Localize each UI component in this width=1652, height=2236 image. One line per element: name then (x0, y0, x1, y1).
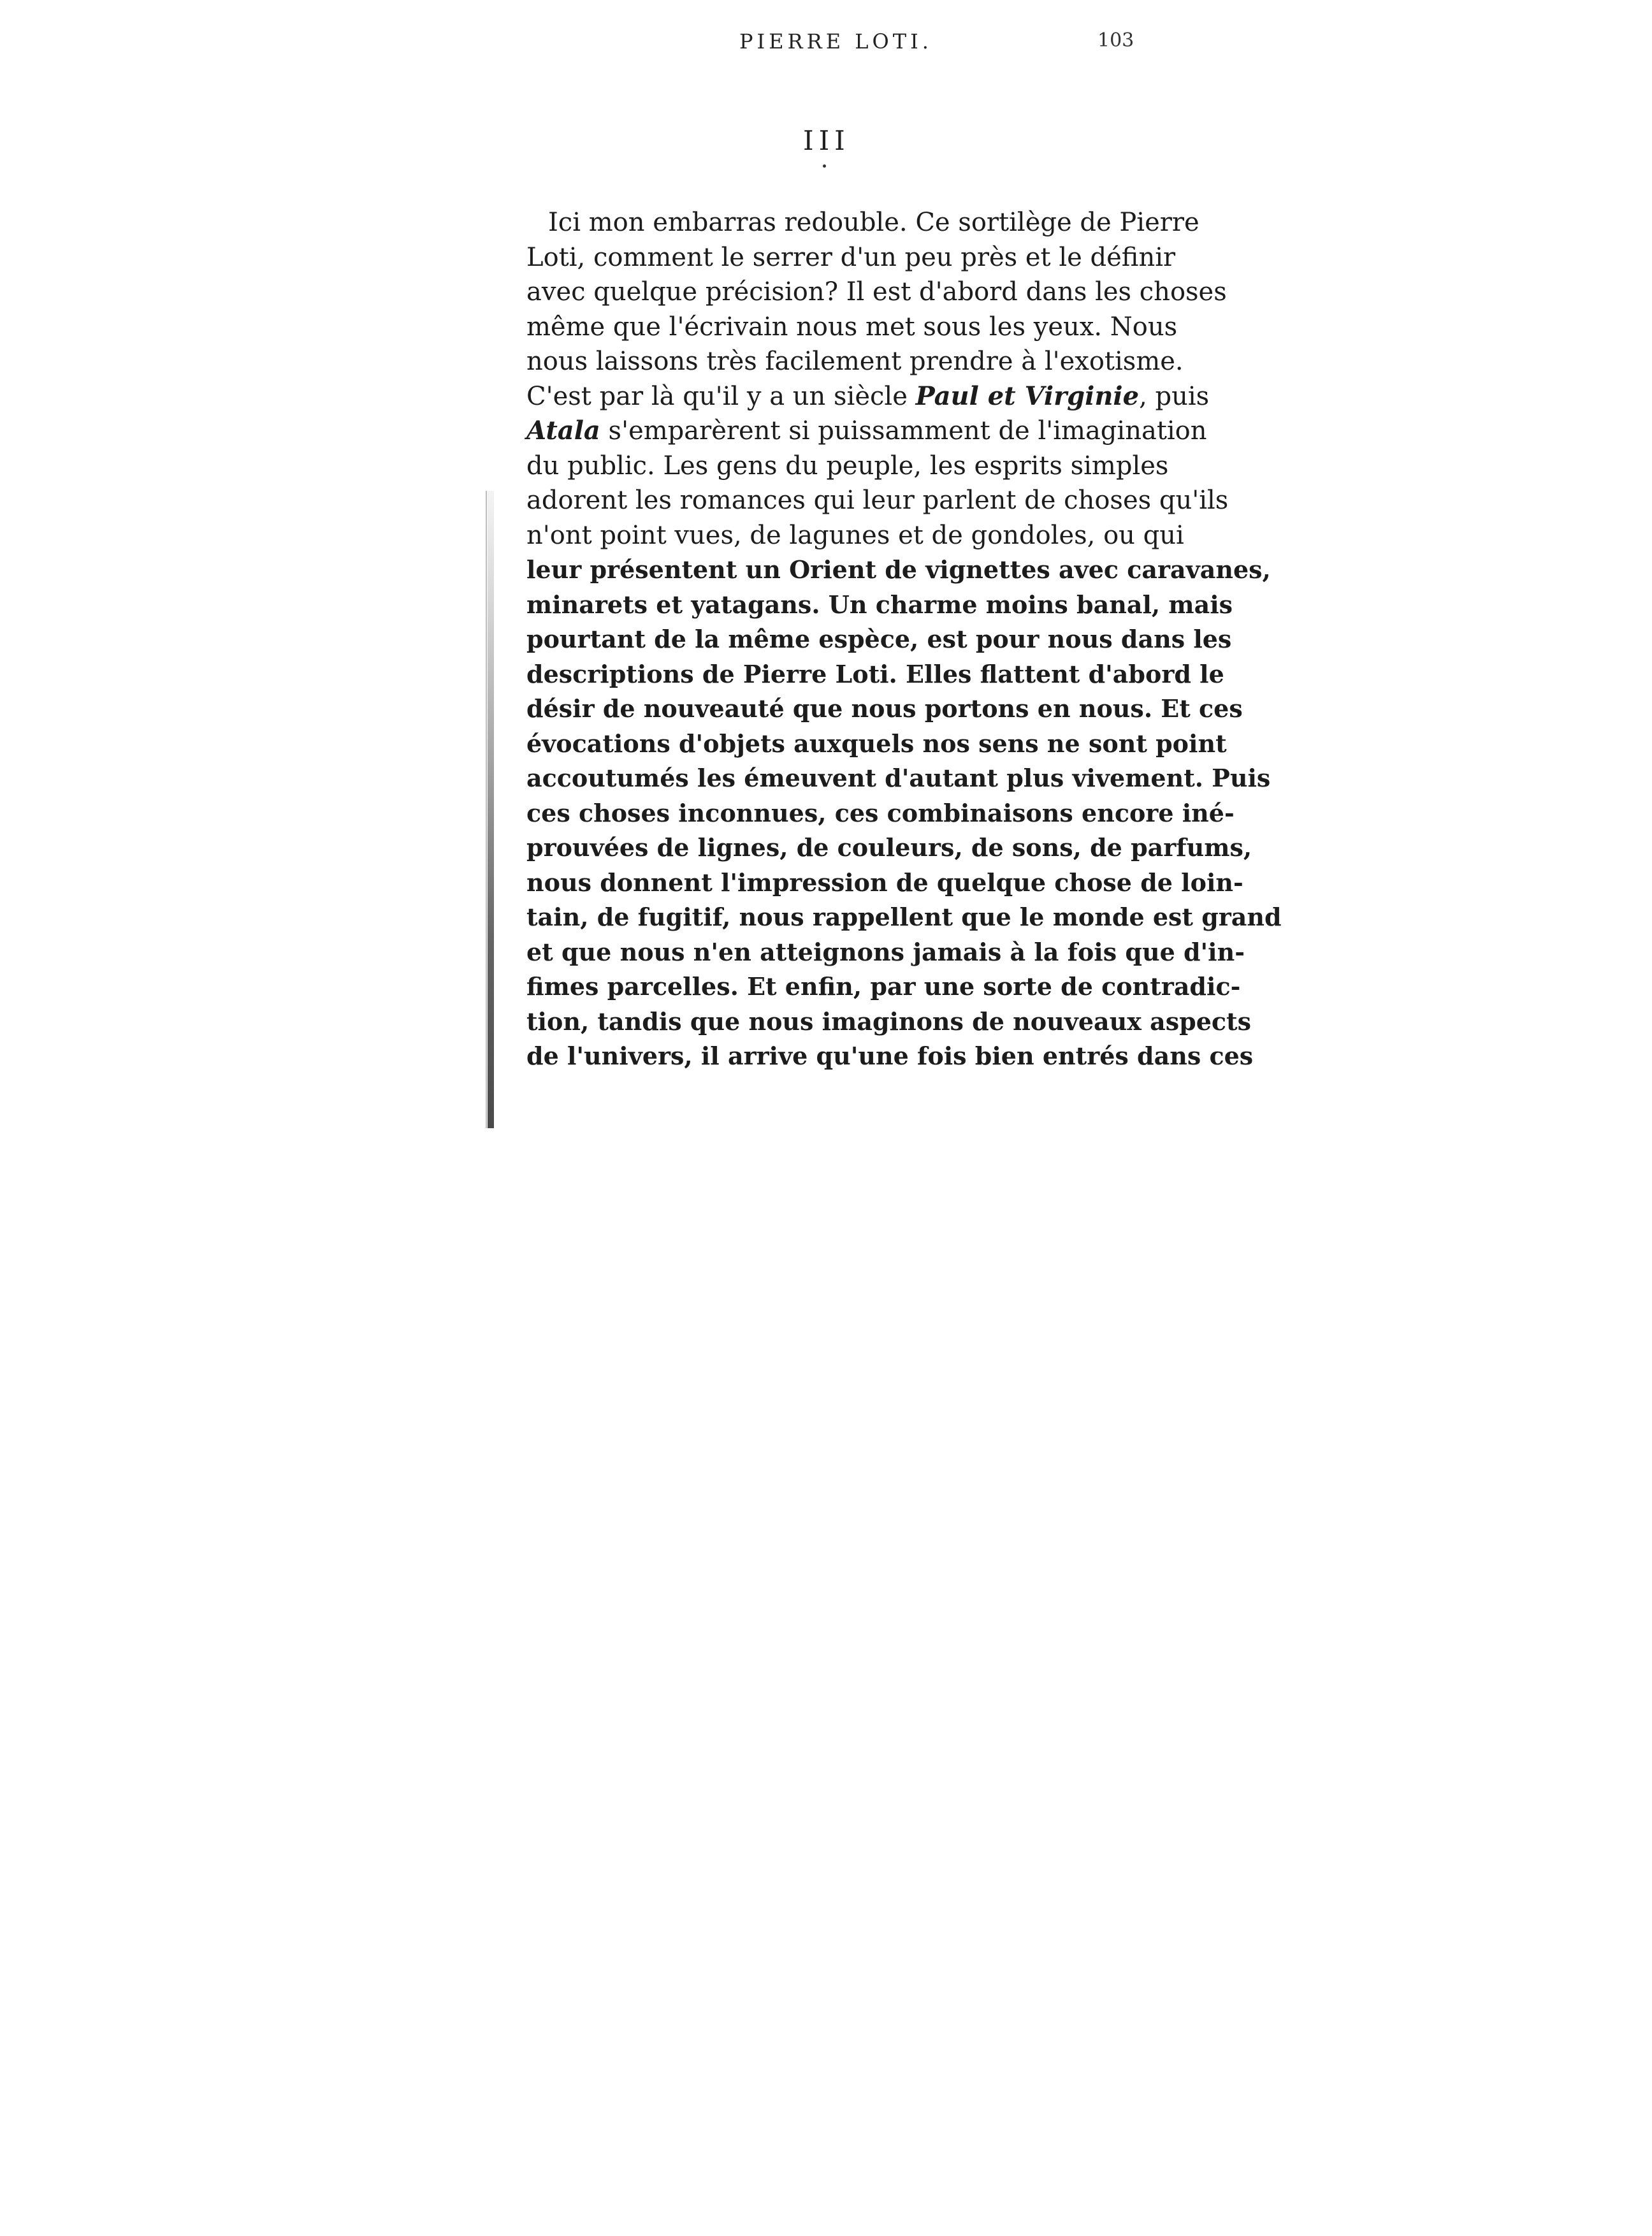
text-line: Ici mon embarras redouble. Ce sortilège de Pierre (548, 208, 1199, 237)
scan-margin-shadow-line (486, 491, 487, 1128)
text-line: avec quelque précision? Il est d'abord dans les choses (526, 277, 1227, 307)
text-line: nous donnent l'impression de quelque chose de loin- (526, 868, 1243, 897)
text-line: ces choses inconnues, ces combinaisons encore iné- (526, 798, 1235, 827)
text-line: désir de nouveauté que nous portons en nous. Et ces (526, 694, 1243, 723)
text-line: et que nous n'en atteignons jamais à la fois que d'in- (526, 937, 1245, 966)
text-line-start: C'est par là qu'il y a un siècle (526, 381, 908, 411)
heading-ornament-dot (823, 164, 826, 168)
section-heading: III (803, 125, 850, 156)
text-line: minarets et yatagans. Un charme moins banal, mais (526, 590, 1233, 619)
body-paragraph (526, 205, 1282, 1074)
text-line: accoutumés les émeuvent d'autant plus vivement. Puis (526, 764, 1271, 792)
running-title: PIERRE LOTI. (739, 29, 932, 54)
text-line: fimes parcelles. Et enfin, par une sorte de contradic- (526, 972, 1241, 1001)
text-line: pourtant de la même espèce, est pour nous dans les (526, 625, 1232, 653)
text-line: adorent les romances qui leur parlent de choses qu'ils (526, 486, 1229, 515)
text-line: évocations d'objets auxquels nos sens ne sont point (526, 729, 1227, 758)
text-line: tain, de fugitif, nous rappellent que le monde est grand (526, 903, 1282, 931)
text-line-with-title (526, 414, 1207, 449)
text-line: prouvées de lignes, de couleurs, de sons, de parfums, (526, 833, 1252, 862)
text-line-end: , puis (1139, 381, 1210, 411)
scan-specks (612, 1127, 1160, 1131)
text-line: Loti, comment le serrer d'un peu près et le définir (526, 242, 1176, 272)
page-number: 103 (1098, 29, 1134, 52)
text-line: du public. Les gens du peuple, les esprits simples (526, 451, 1169, 481)
text-line-end: s'emparèrent si puissamment de l'imagination (600, 416, 1207, 446)
text-line: leur présentent un Orient de vignettes avec caravanes, (526, 555, 1271, 584)
text-line: nous laissons très facilement prendre à l'exotisme. (526, 347, 1184, 376)
text-line: n'ont point vues, de lagunes et de gondoles, ou qui (526, 520, 1184, 550)
book-title-paul-et-virginie: Paul et Virginie (915, 381, 1140, 411)
text-line-with-title (526, 379, 1210, 414)
book-title-atala: Atala (526, 416, 600, 446)
text-line: tion, tandis que nous imaginons de nouveaux aspects (526, 1006, 1251, 1036)
text-line: même que l'écrivain nous met sous les yeux. Nous (526, 312, 1178, 342)
scan-margin-shadow (488, 491, 494, 1128)
text-line: de l'univers, il arrive qu'une fois bien entrés dans ces (526, 1042, 1254, 1070)
text-line: descriptions de Pierre Loti. Elles flattent d'abord le (526, 659, 1224, 688)
